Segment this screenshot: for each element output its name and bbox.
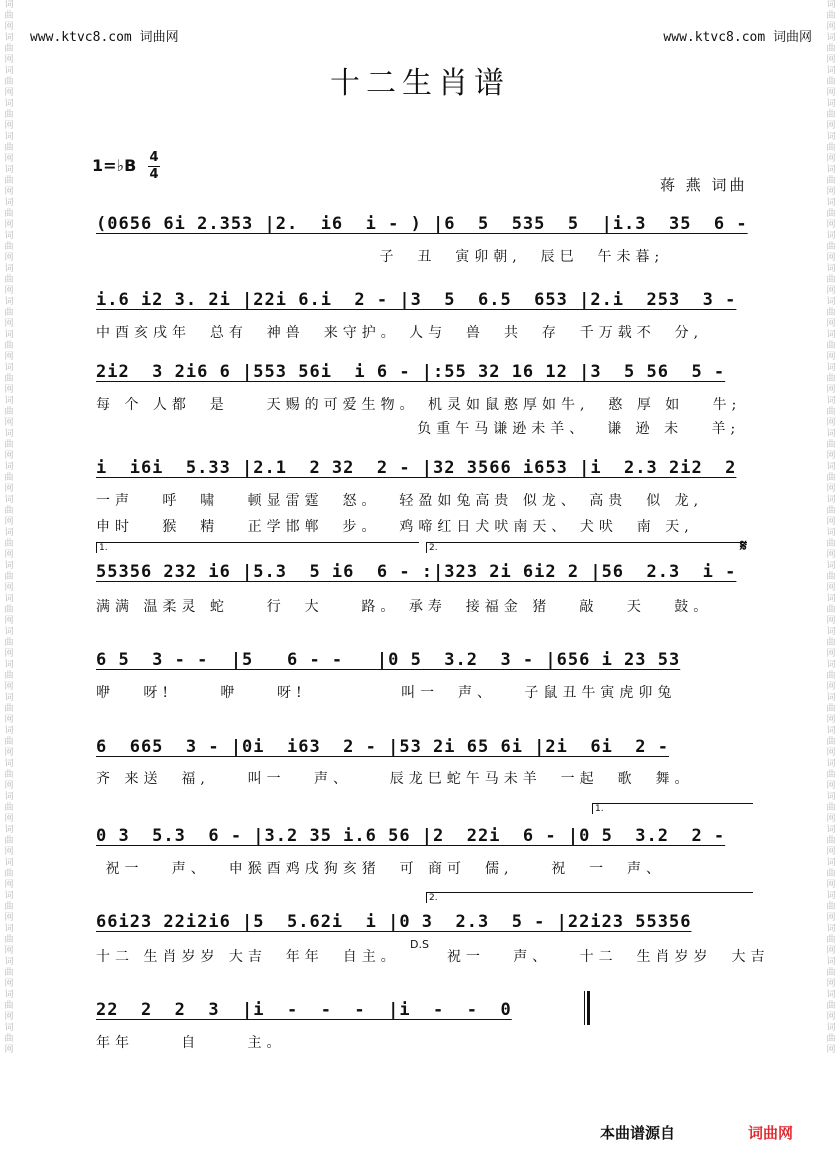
notation-row-7: 6 665 3 - |0i i63 2 - |53 2i 65 6i |2i 6i 2 -	[96, 737, 669, 757]
ds-marker: D.S	[410, 938, 429, 951]
footer-source-label: 本曲谱源自	[600, 1124, 676, 1142]
lyric-row-9: 十二 生肖岁岁 大吉 年年 自主。 祝一 声、 十二 生肖岁岁 大吉	[96, 949, 770, 965]
notation-row-6: 6 5 3 - - |5 6 - - |0 5 3.2 3 - |656 i 23 53	[96, 650, 681, 670]
score-title: 十二生肖谱	[330, 66, 510, 101]
notation-row-5: 55356 232 i6 |5.3 5 i6 6 - :|323 2i 6i2 2 |56 2.3 i -	[96, 562, 737, 582]
notation-row-8: 0 3 5.3 6 - |3.2 35 i.6 56 |2 22i 6 - |0 5 3.2 2 -	[96, 826, 726, 846]
time-signature	[148, 150, 160, 183]
time-top: 4	[149, 150, 159, 165]
notation-row-3: 2i2 3 2i6 6 |553 56i i 6 - |:55 32 16 12 |3 5 56 5 -	[96, 362, 726, 382]
notation-row-1: (0656 6i 2.353 |2. i6 i - ) |6 5 535 5 |i.3 35 6 -	[96, 214, 748, 234]
notation-row-4: i i6i 5.33 |2.1 2 32 2 - |32 3566 i653 |i 2.3 2i2 2	[96, 458, 737, 478]
key-signature: 1=♭B	[92, 156, 137, 175]
segno-icon: 𝄋	[740, 536, 747, 555]
final-barline	[584, 991, 590, 1025]
watermark-right: 词曲网词曲网词曲网词曲网词曲网词曲网词曲网词曲网词曲网词曲网词曲网词曲网词曲网词曲网词曲网词曲网词曲网词曲网词曲网词曲网词曲网词曲网词曲网词曲网词曲网词曲网词曲网词曲网词曲网词曲网词曲网词曲网	[826, 0, 836, 1055]
lyric-row-10: 年年 自 主。	[96, 1035, 286, 1051]
watermark-left: 词曲网词曲网词曲网词曲网词曲网词曲网词曲网词曲网词曲网词曲网词曲网词曲网词曲网词曲网词曲网词曲网词曲网词曲网词曲网词曲网词曲网词曲网词曲网词曲网词曲网词曲网词曲网词曲网词曲网词曲网词曲网词曲网	[4, 0, 14, 1055]
lyric-row-2: 中酉亥戌年 总有 神兽 来守护。 人与 兽 共 存 千万载不 分,	[96, 325, 704, 341]
site-header-left[interactable]: www.ktvc8.com 词曲网	[30, 30, 179, 45]
site-header-right[interactable]: www.ktvc8.com 词曲网	[663, 30, 812, 45]
notation-row-2: i.6 i2 3. 2i |22i 6.i 2 - |3 5 6.5 653 |2.i 253 3 -	[96, 290, 737, 310]
ending-bracket-row-8: 1.	[592, 803, 753, 814]
ending-bracket-row-9: 2.	[426, 892, 753, 903]
notation-row-10: 22 2 2 3 |i - - - |i - - 0	[96, 1000, 512, 1020]
composer-credit: 蒋 燕 词曲	[660, 176, 748, 194]
lyric-row-3b: 负重午马谦逊未羊、 谦 逊 未 羊;	[96, 421, 741, 437]
first-ending-bracket: 1.	[96, 542, 419, 553]
second-ending-bracket: 2.	[426, 542, 747, 553]
lyric-row-4a: 一声 呼 啸 顿显雷霆 怒。 轻盈如兔高贵 似龙、 高贵 似 龙,	[96, 493, 704, 509]
lyric-row-7: 齐 来送 福, 叫一 声、 辰龙巳蛇午马未羊 一起 歌 舞。	[96, 771, 694, 787]
time-bottom: 4	[149, 167, 159, 182]
lyric-row-8: 祝一 声、 申猴酉鸡戌狗亥猪 可 商可 儒, 祝 一 声、	[96, 861, 666, 877]
lyric-row-5: 满满 温柔灵 蛇 行 大 路。 承寿 接福金 猪 敲 天 鼓。	[96, 599, 713, 615]
lyric-row-3a: 每 个 人都 是 天赐的可爱生物。 机灵如鼠憨厚如牛, 憨 厚 如 牛;	[96, 397, 742, 413]
lyric-row-1: 子 丑 寅卯朝, 辰巳 午未暮;	[96, 249, 665, 265]
footer-site-link[interactable]: 词曲网	[748, 1124, 794, 1142]
notation-row-9: 66i23 22i2i6 |5 5.62i i |0 3 2.3 5 - |22i23 55356	[96, 912, 692, 932]
lyric-row-6: 咿 呀! 咿 呀! 叫一 声、 子鼠丑牛寅虎卯兔	[96, 685, 677, 701]
lyric-row-4b: 申时 猴 精 正学邯郸 步。 鸡啼红日犬吠南天、 犬吠 南 天,	[96, 519, 694, 535]
